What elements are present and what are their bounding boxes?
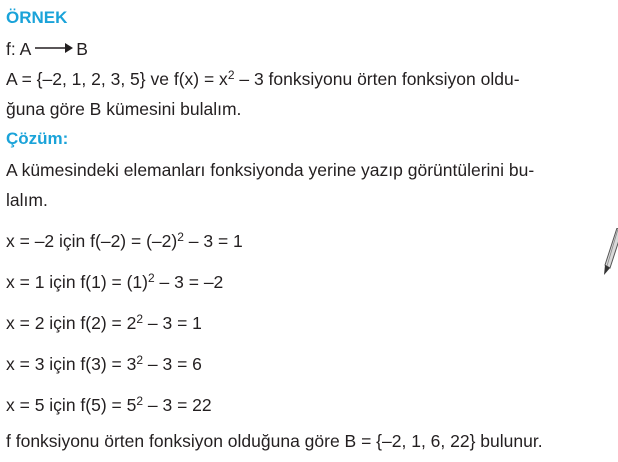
step-exponent: 2	[177, 230, 184, 244]
step-pre: x = 5 için f(5) = 5	[6, 395, 137, 415]
solution-step	[6, 312, 202, 334]
statement-line-2: ğuna göre B kümesini bulalım.	[6, 99, 242, 119]
solution-step	[6, 230, 243, 252]
step-pre: x = –2 için f(–2) = (–2)	[6, 231, 178, 251]
solution-step	[6, 394, 212, 416]
step-pre: x = 2 için f(2) = 2	[6, 313, 137, 333]
step-pre: x = 1 için f(1) = (1)	[6, 272, 148, 292]
right-arrow-icon	[34, 42, 74, 54]
step-post: – 3 = 6	[143, 354, 202, 374]
pencil-icon	[602, 228, 618, 276]
solution-title: Çözüm:	[6, 129, 69, 148]
step-exponent: 2	[136, 312, 144, 326]
solution-intro-line-1: A kümesindeki elemanları fonksiyonda yerine yazıp görüntülerini bu-	[6, 160, 535, 180]
step-post: – 3 = –2	[154, 272, 224, 292]
step-pre: x = 3 için f(3) = 3	[6, 354, 137, 374]
statement-line-1	[6, 68, 520, 90]
solution-intro-line-2: lalım.	[6, 190, 48, 210]
mapping-line	[6, 38, 88, 60]
statement-rest: – 3 fonksiyonu örten fonksiyon oldu-	[234, 69, 520, 89]
solution-step	[6, 353, 202, 375]
mapping-suffix: B	[76, 39, 88, 59]
solution-conclusion: f fonksiyonu örten fonksiyon olduğuna göre B = {–2, 1, 6, 22} bulunur.	[6, 431, 543, 451]
solution-step	[6, 271, 223, 293]
statement-set-a: A = {–2, 1, 2, 3, 5} ve f(x) = x	[6, 69, 228, 89]
step-exponent: 2	[136, 394, 144, 408]
mapping-prefix: f: A	[6, 39, 32, 59]
step-post: – 3 = 1	[183, 231, 243, 251]
step-exponent: 2	[136, 353, 144, 367]
step-post: – 3 = 1	[143, 313, 202, 333]
step-post: – 3 = 22	[143, 395, 212, 415]
example-title: ÖRNEK	[6, 8, 68, 27]
step-exponent: 2	[148, 271, 155, 285]
statement-exponent: 2	[227, 68, 235, 82]
